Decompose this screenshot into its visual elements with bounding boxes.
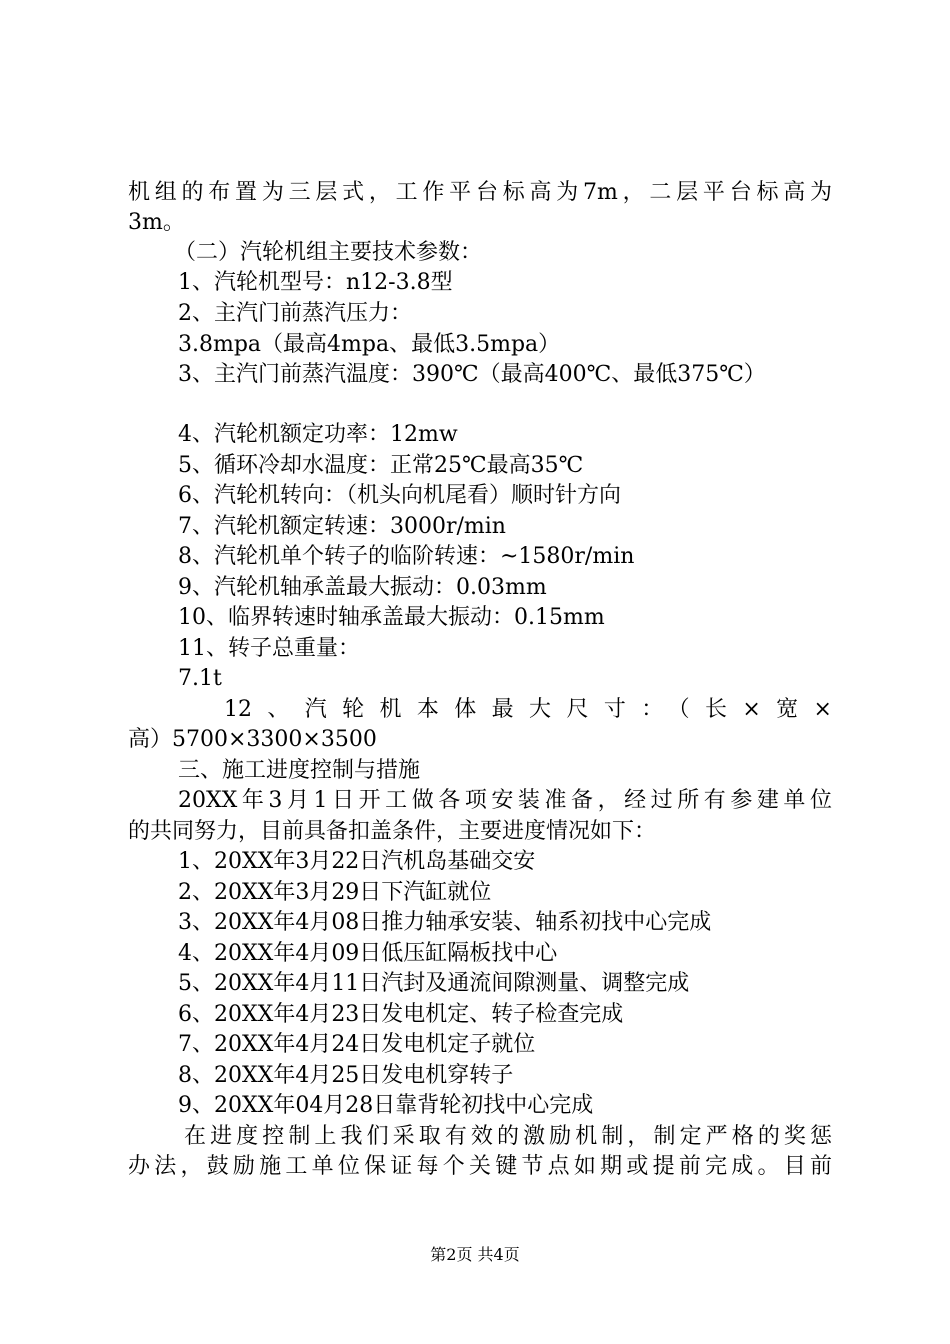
progress-item-3: 3、20XX年4月08日推力轴承安装、轴系初找中心完成 (178, 910, 712, 935)
param-item-5: 5、循环冷却水温度：正常25℃最高35℃ (178, 453, 584, 478)
body-line-1: 机组的布置为三层式，工作平台标高为7m，二层平台标高为 (128, 180, 832, 205)
param-item-11-value: 7.1t (178, 666, 222, 691)
param-item-12: 12、汽轮机本体最大尺寸：（长×宽× (224, 697, 832, 722)
progress-item-1: 1、20XX年3月22日汽机岛基础交安 (178, 849, 536, 874)
section-heading-progress: 三、施工进度控制与措施 (178, 758, 421, 783)
param-item-9: 9、汽轮机轴承盖最大振动：0.03mm (178, 575, 547, 600)
param-item-4: 4、汽轮机额定功率：12mw (178, 422, 458, 447)
progress-item-5: 5、20XX年4月11日汽封及通流间隙测量、调整完成 (178, 971, 690, 996)
body-line-incentive-1: 在进度控制上我们采取有效的激励机制，制定严格的奖惩 (184, 1124, 832, 1149)
body-line-progress-1: 20XX年3月1日开工做各项安装准备，经过所有参建单位 (178, 788, 832, 813)
param-item-2: 2、主汽门前蒸汽压力： (178, 301, 412, 326)
param-item-1: 1、汽轮机型号：n12-3.8型 (178, 270, 453, 295)
param-item-8: 8、汽轮机单个转子的临阶转速：~1580r/min (178, 544, 635, 569)
param-item-2-value: 3.8mpa（最高4mpa、最低3.5mpa） (178, 332, 561, 357)
progress-item-8: 8、20XX年4月25日发电机穿转子 (178, 1063, 514, 1088)
param-item-11: 11、转子总重量： (178, 636, 360, 661)
progress-item-9: 9、20XX年04月28日靠背轮初找中心完成 (178, 1093, 594, 1118)
body-line-incentive-2: 办法，鼓励施工单位保证每个关键节点如期或提前完成。目前 (128, 1154, 832, 1179)
progress-item-2: 2、20XX年3月29日下汽缸就位 (178, 880, 492, 905)
body-line-2: 3m。 (128, 210, 185, 235)
progress-item-6: 6、20XX年4月23日发电机定、转子检查完成 (178, 1002, 624, 1027)
param-item-3: 3、主汽门前蒸汽温度：390℃（最高400℃、最低375℃） (178, 362, 766, 387)
body-line-progress-2: 的共同努力，目前具备扣盖条件，主要进度情况如下： (128, 819, 657, 844)
page-footer: 第2页 共4页 (430, 1245, 520, 1264)
progress-item-7: 7、20XX年4月24日发电机定子就位 (178, 1032, 536, 1057)
progress-item-4: 4、20XX年4月09日低压缸隔板找中心 (178, 941, 558, 966)
param-item-6: 6、汽轮机转向：（机头向机尾看）顺时针方向 (178, 483, 621, 508)
param-item-10: 10、临界转速时轴承盖最大振动：0.15mm (178, 605, 605, 630)
param-item-12-value: 高）5700×3300×3500 (128, 727, 377, 752)
param-item-7: 7、汽轮机额定转速：3000r/min (178, 514, 506, 539)
section-heading-tech-params: （二）汽轮机组主要技术参数： (174, 240, 483, 265)
